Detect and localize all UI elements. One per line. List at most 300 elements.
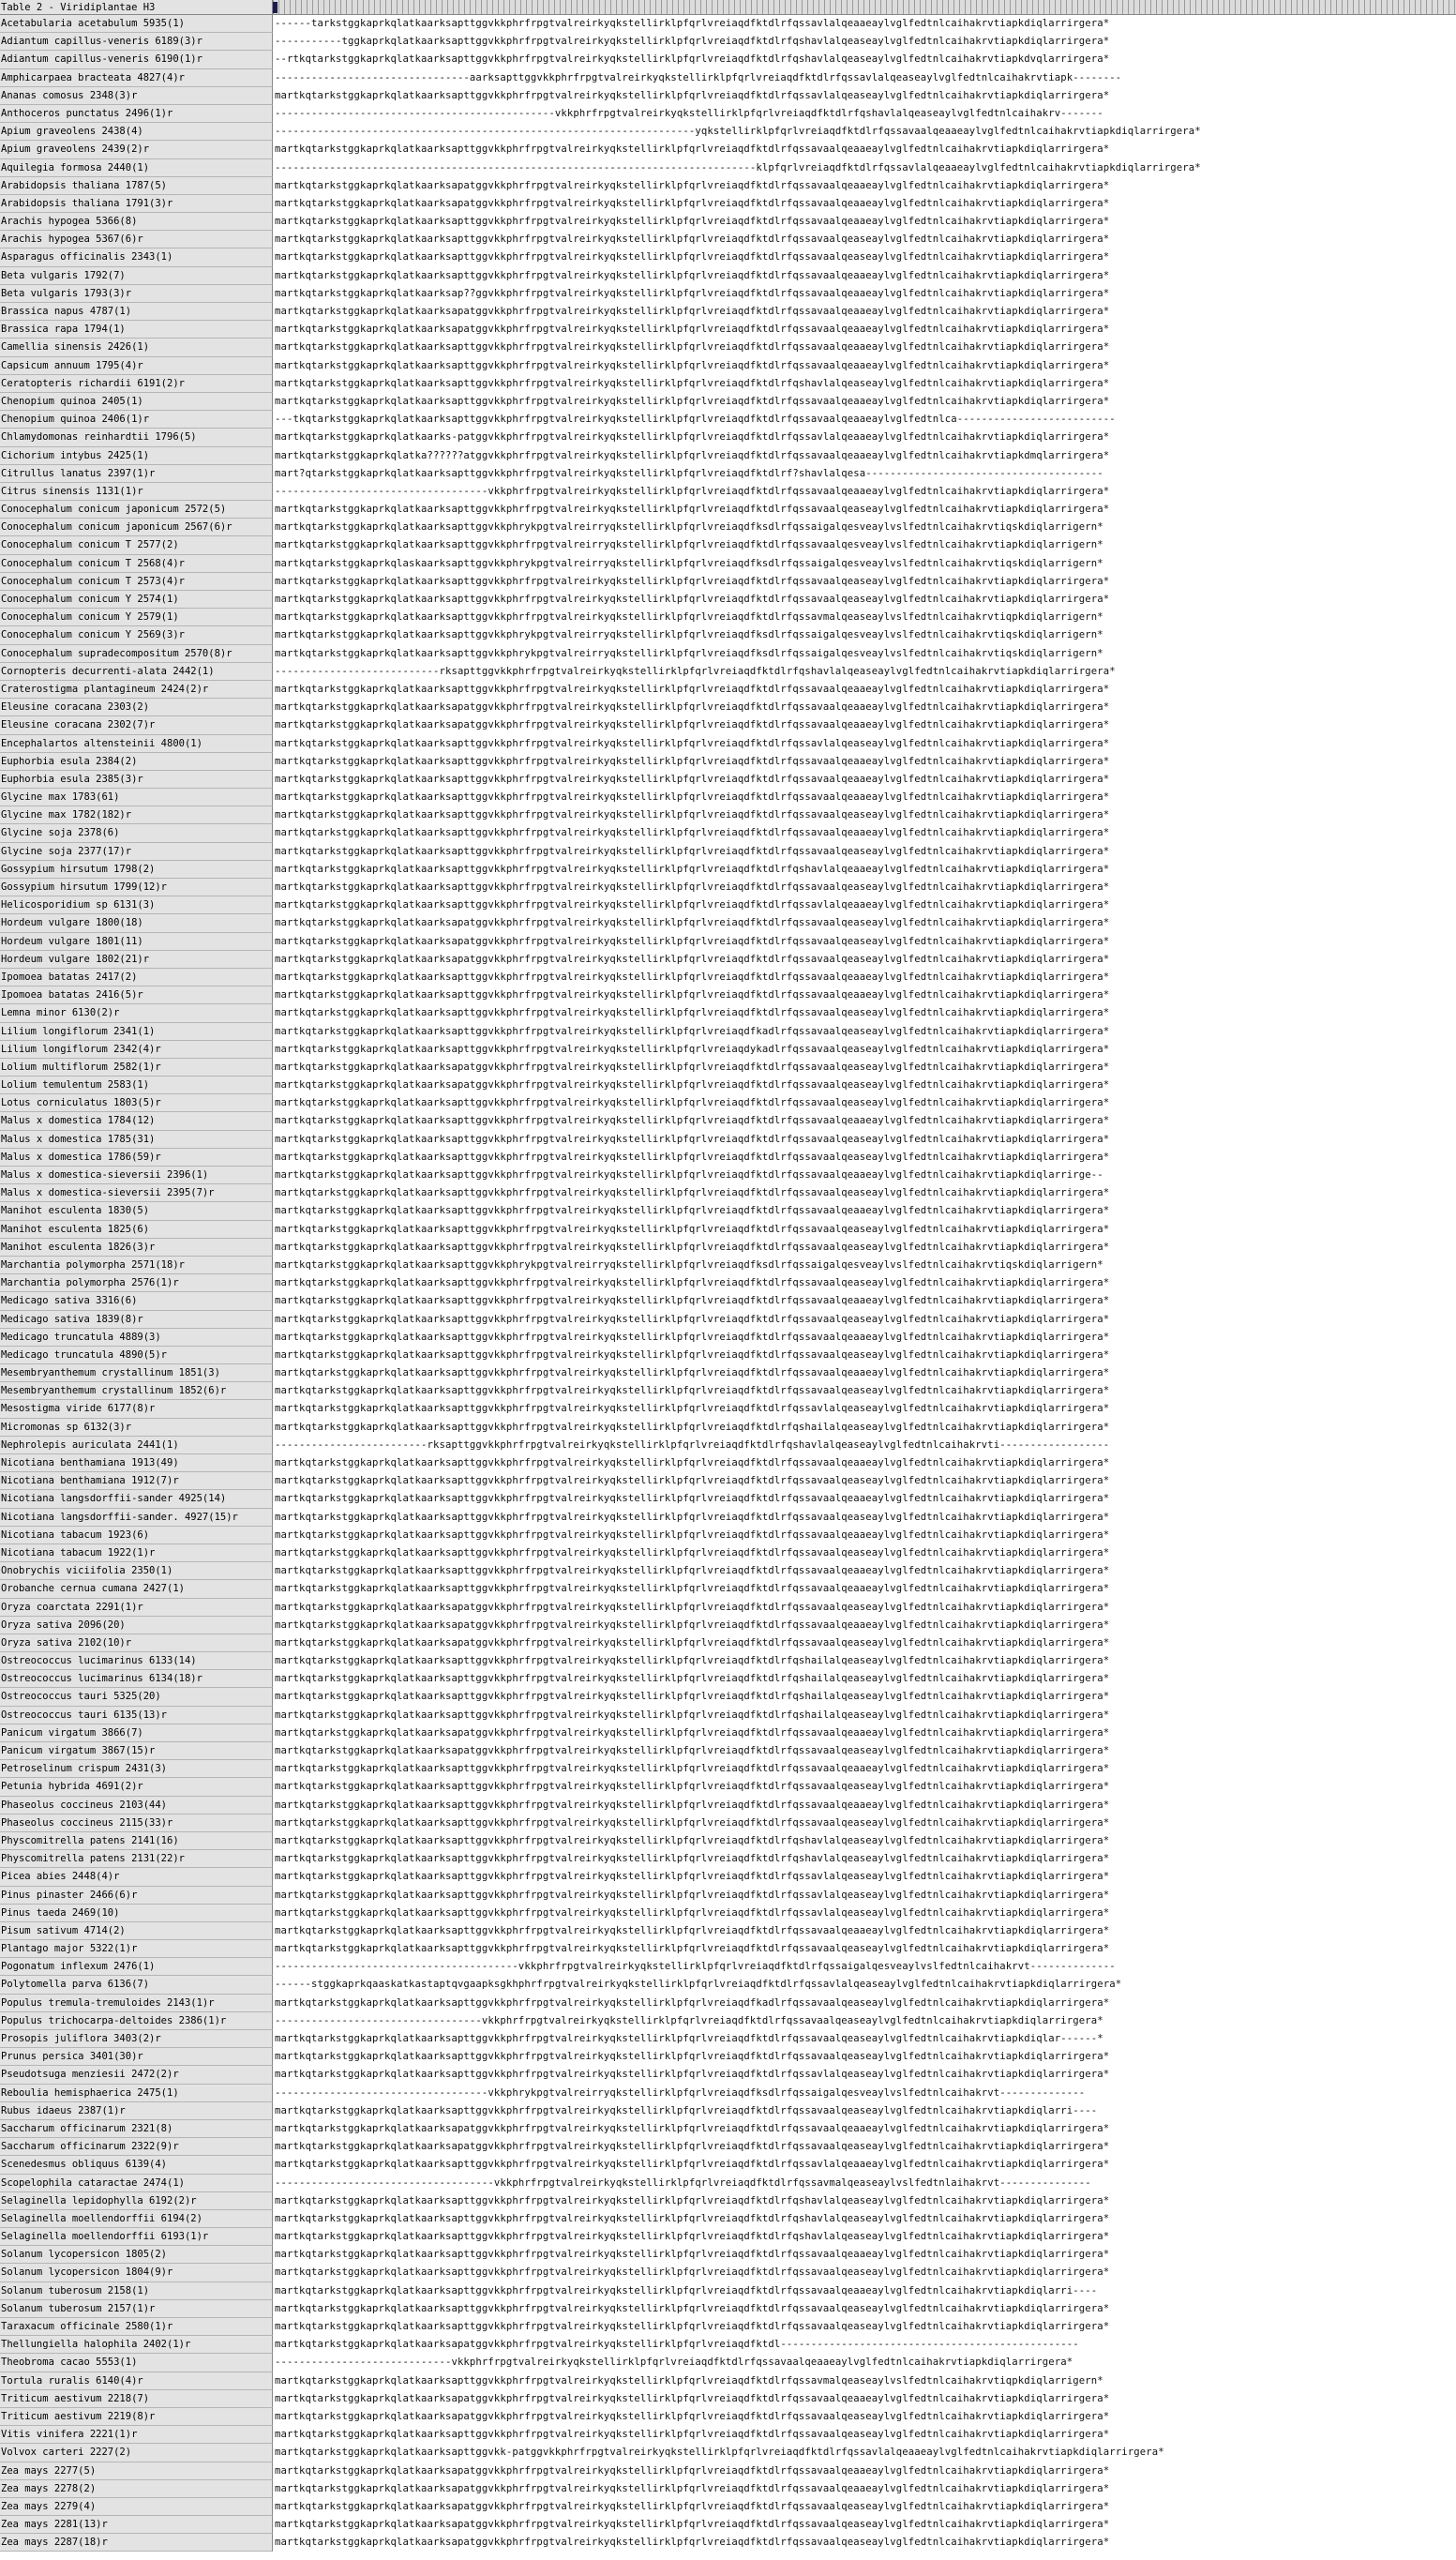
sequence-name[interactable]: Malus x domestica 1786(59)r (0, 1149, 273, 1167)
sequence-residues: martkqtarkstggkaprkqlatkaarksapttggvkkphrfrpgtvalreirkyqkstellirklpfqrlvreiaqdfktdlrfqssavaalqeaseaylvglfedtnlcaihakrvtiapkdiqlarrirgera* (275, 1223, 1110, 1235)
sequence-name[interactable]: Nicotiana benthamiana 1913(49) (0, 1454, 273, 1472)
alignment-row (0, 1868, 1456, 1886)
alignment-row (0, 986, 1456, 1004)
sequence-residues: martkqtarkstggkaprkqlatkaarksapttggvkkphrfrpgtvalreirkyqkstellirklpfqrlvreiaqdfktdlrfqssavaalqeaseaylvglfedtnlcaihakrvtiapkdiqlarrirgera* (275, 1348, 1110, 1361)
sequence-name[interactable]: Pinus taeda 2469(10) (0, 1905, 273, 1922)
sequence-name[interactable]: Mesembryanthemum crystallinum 1852(6)r (0, 1382, 273, 1400)
alignment-row (0, 879, 1456, 896)
sequence-name[interactable]: Saccharum officinarum 2321(8) (0, 2120, 273, 2138)
sequence-residues: martkqtarkstggkaprkqlatkaarksapttggvkkphrfrpgtvalreirkyqkstellirklpfqrlvreiaqdfktdlrfqssavaalqeaseaylvglfedtnlcaihakrvtiapkdiqlarrirgera* (275, 1187, 1110, 1199)
sequence-residues: martkqtarkstggkaprkqlatkaarksapttggvkkphrykpgtvalreirryqkstellirklpfqrlvreiaqdfksdlrfqssaigalqesveaylvslfedtnlcaihakrvtiqskdiqlarrigern* (275, 647, 1103, 659)
sequence-name[interactable]: Triticum aestivum 2218(7) (0, 2390, 273, 2408)
alignment-row (0, 789, 1456, 806)
sequence-residues: martkqtarkstggkaprkqlatkaarksapatggvkkphrfrpgtvalreirkyqkstellirklpfqrlvreiaqdfktdlrfqssavaalqeaaeaylvglfedtnlcaihakrvtiapkdiqlarrirgera* (275, 2122, 1110, 2134)
sequence-name[interactable]: Physcomitrella patens 2131(22)r (0, 1850, 273, 1868)
sequence-residues: martkqtarkstggkaprkqlatkaarksapttggvkkphrfrpgtvalreirkyqkstellirklpfqrlvreiaqdfktdlrfqssavaalqeaseaylvglfedtnlcaihakrvtiapkdiqlar------* (275, 2033, 1103, 2044)
sequence-name[interactable]: Chenopium quinoa 2405(1) (0, 393, 273, 411)
alignment-row (0, 195, 1456, 213)
sequence-name[interactable]: Conocephalum conicum T 2568(4)r (0, 555, 273, 573)
sequence-name[interactable]: Cornopteris decurrenti-alata 2442(1) (0, 663, 273, 681)
alignment-row (0, 2282, 1456, 2300)
sequence-residues: martkqtarkstggkaprkqlatkaarksapttggvkkphrfrpgtvalreirkyqkstellirklpfqrlvreiaqdfktdlrfqssavaalqeaaeaylvglfedtnlcaihakrvtiapkdiqlarrirgera* (275, 143, 1110, 156)
sequence-name[interactable]: Theobroma cacao 5553(1) (0, 2354, 273, 2372)
sequence-name[interactable]: Mesostigma viride 6177(8)r (0, 1400, 273, 1418)
alignment-row (0, 285, 1456, 303)
sequence-name[interactable]: Lilium longiflorum 2341(1) (0, 1023, 273, 1041)
sequence-name[interactable]: Mesembryanthemum crystallinum 1851(3) (0, 1364, 273, 1382)
sequence-name[interactable]: Nicotiana langsdorffii-sander 4925(14) (0, 1490, 273, 1508)
sequence-residues: martkqtarkstggkaprkqlatkaarksapatggvkkphrfrpgtvalreirkyqkstellirklpfqrlvreiaqdfktdlrfqssavaalqeaaeaylvglfedtnlcaihakrvtiapkdiqlarrirgera* (275, 701, 1110, 714)
alignment-row (0, 15, 1456, 33)
sequence-name[interactable]: Thellungiella halophila 2402(1)r (0, 2336, 273, 2354)
sequence-name[interactable]: Zea mays 2277(5) (0, 2462, 273, 2480)
sequence-name[interactable]: Conocephalum conicum T 2573(4)r (0, 573, 273, 591)
alignment-row (0, 2372, 1456, 2390)
sequence-residues: martkqtarkstggkaprkqlatkaarksapttggvkkphrfrpgtvalreirkyqkstellirklpfqrlvreiaqdfktdlrfqssavaalqeaaeaylvglfedtnlcaihakrvtiapkdiqlarrirgera* (275, 683, 1110, 695)
alignment-row (0, 1364, 1456, 1382)
sequence-name[interactable]: Adiantum capillus-veneris 6189(3)r (0, 33, 273, 51)
alignment-header (0, 0, 1456, 15)
sequence-residues: martkqtarkstggkaprkqlatkaarksapatggvkkphrfrpgtvalreirkyqkstellirklpfqrlvreiaqdfktdlrfqssavaalqeaseaylvglfedtnlcaihakrvtiapkdiqlarrirgera* (275, 2519, 1110, 2531)
sequence-name[interactable]: Acetabularia acetabulum 5935(1) (0, 15, 273, 33)
sequence-name[interactable]: Citrullus lanatus 2397(1)r (0, 465, 273, 483)
sequence-name[interactable]: Panicum virgatum 3866(7) (0, 1724, 273, 1742)
alignment-row (0, 2300, 1456, 2318)
alignment-row (0, 33, 1456, 51)
sequence-name[interactable]: Pisum sativum 4714(2) (0, 1922, 273, 1940)
sequence-name[interactable]: Manihot esculenta 1825(6) (0, 1221, 273, 1239)
alignment-row (0, 914, 1456, 932)
alignment-row (0, 824, 1456, 842)
sequence-name[interactable]: Apium graveolens 2439(2)r (0, 141, 273, 158)
alignment-row (0, 177, 1456, 195)
sequence-name[interactable]: Gossypium hirsutum 1798(2) (0, 861, 273, 879)
alignment-row (0, 716, 1456, 734)
alignment-row (0, 69, 1456, 87)
sequence-residues: martkqtarkstggkaprkqlatkaarksapttggvkkphrfrpgtvalreirkyqkstellirklpfqrlvreiaqdfktdlrfqssavaalqeaseaylvglfedtnlcaihakrvtiapkdiqlarrirgera* (275, 1151, 1110, 1163)
sequence-residues: martkqtarkstggkaprkqlatkaarksapttggvkkphrfrpgtvalreirkyqkstellirklpfqrlvreiaqdfktdlrfqssavlalqeaseaylvglfedtnlcaihakrvtiapkdiqlarrirgera* (275, 1403, 1110, 1415)
sequence-name[interactable]: Pinus pinaster 2466(6)r (0, 1887, 273, 1905)
alignment-row (0, 159, 1456, 177)
sequence-residues: martkqtarkstggkaprkqlatkaarksapttggvkkphrfrpgtvalreirkyqkstellirklpfqrlvreiaqdfktdlrfqssavaalqeaseaylvglfedtnlcaihakrvtiapkdiqlarrirgera* (275, 1097, 1110, 1109)
sequence-name[interactable]: Eleusine coracana 2302(7)r (0, 716, 273, 734)
alignment-row (0, 1778, 1456, 1796)
sequence-name[interactable]: Arabidopsis thaliana 1787(5) (0, 177, 273, 195)
sequence-residues: martkqtarkstggkaprkqlatkaarksapttggvkkphrykpgtvalreirryqkstellirklpfqrlvreiaqdfksdlrfqssaigalqesveaylvslfedtnlcaihakrvtiqskdiqlarrigern* (275, 521, 1103, 534)
sequence-residues: martkqtarkstggkaprkqlatkaarksapttggvkkphrfrpgtvalreirkyqkstellirklpfqrlvreiaqdfktdlrfqssavlalqeaseaylvglfedtnlcaihakrvtiapkdiqlarrirgera* (275, 1906, 1110, 1919)
sequence-name[interactable]: Nephrolepis auriculata 2441(1) (0, 1437, 273, 1454)
alignment-row (0, 1329, 1456, 1347)
alignment-row (0, 663, 1456, 681)
alignment-row (0, 1742, 1456, 1760)
sequence-name[interactable]: Ipomoea batatas 2416(5)r (0, 986, 273, 1004)
sequence-residues: ----------------------------------------------vkkphrfrpgtvalreirkyqkstellirklpfqrlvreiaqdfktdlrfqshavlalqeaseaylvglfedtnlcaihakrv------- (275, 107, 1103, 119)
alignment-row (0, 1652, 1456, 1670)
sequence-name[interactable]: Phaseolus coccineus 2103(44) (0, 1797, 273, 1815)
sequence-residues: martkqtarkstggkaprkqlatkaarksapatggvkkphrfrpgtvalreirkyqkstellirklpfqrlvreiaqdfktdlrfqssavaalqeaseaylvglfedtnlcaihakrvtiapkdiqlarrirgera* (275, 1745, 1110, 1756)
sequence-name[interactable]: Glycine max 1783(61) (0, 789, 273, 806)
sequence-name[interactable]: Conocephalum supradecompositum 2570(8)r (0, 645, 273, 663)
alignment-row (0, 483, 1456, 501)
sequence-residues: martkqtarkstggkaprkqlatkaarksapttggvkkphrfrpgtvalreirkyqkstellirklpfqrlvreiaqdfktdlrfqssavaalqeaaeaylvglfedtnlcaihakrvtiapkdiqlarrirgera* (275, 1763, 1110, 1775)
alignment-row (0, 1509, 1456, 1527)
sequence-residues: martkqtarkstggkaprkqlatkaarksapttggvkkphrfrpgtvalreirkyqkstellirklpfqrlvreiaqdfktdlrfqssavaalqeaseaylvglfedtnlcaihakrvtiapkdiqlarrirgera* (275, 1133, 1110, 1145)
sequence-residues: martkqtarkstggkaprkqlatkaarksapttggvkkphrfrpgtvalreirkyqkstellirklpfqrlvreiaqdfktdlrfqssavaalqeaseaylvglfedtnlcaihakrvtiapkdiqlarrirgera* (275, 1943, 1110, 1955)
alignment-row (0, 1544, 1456, 1562)
sequence-name[interactable]: Conocephalum conicum japonicum 2572(5) (0, 501, 273, 519)
sequence-residues: martkqtarkstggkaprkqlatkaarksapttggvkkphrfrpgtvalreirkyqkstellirklpfqrlvreiaqdfktdlrfqssavlalqeaseaylvglfedtnlcaihakrvtiapkdiqlarrirgera* (275, 737, 1110, 749)
sequence-residues: martkqtarkstggkaprkqlatkaarksapttggvkk-patggvkkphrfrpgtvalreirkyqkstellirklpfqrlvreiaqdfktdlrfqssavlalqeaaeaylvglfedtnlcaihakrvtiapkdiqlarrirgera* (275, 2447, 1164, 2459)
sequence-name[interactable]: Nicotiana benthamiana 1912(7)r (0, 1472, 273, 1490)
alignment-row (0, 536, 1456, 554)
sequence-name[interactable]: Adiantum capillus-veneris 6190(1)r (0, 51, 273, 68)
sequence-name[interactable]: Taraxacum officinale 2580(1)r (0, 2318, 273, 2336)
sequence-residues: -----------tggkaprkqlatkaarksapttggvkkphrfrpgtvalreirkyqkstellirklpfqrlvreiaqdfktdlrfqshavlalqeaseaylvglfedtnlcaihakrvtiapkdiqlarrirgera* (275, 36, 1110, 48)
alignment-row (0, 806, 1456, 824)
sequence-name[interactable]: Populus tremula-tremuloides 2143(1)r (0, 1995, 273, 2012)
sequence-residues: martkqtarkstggkaprkqlatkaarksapttggvkkphrfrpgtvalreirkyqkstellirklpfqrlvreiaqdfktdlrfqssavaalqeaaeaylvglfedtnlcaihakrvtiapkdiqlarrirgera* (275, 1583, 1110, 1595)
alignment-row (0, 1922, 1456, 1940)
sequence-name[interactable]: Ipomoea batatas 2417(2) (0, 969, 273, 986)
sequence-name[interactable]: Manihot esculenta 1826(3)r (0, 1239, 273, 1257)
sequence-residues: martkqtarkstggkaprkqlatkaarksapatggvkkphrfrpgtvalreirkyqkstellirklpfqrlvreiaqdfktdlrfqssavaalqeaaeaylvglfedtnlcaihakrvtiapkdiqlarrirgera* (275, 719, 1110, 731)
alignment-row (0, 447, 1456, 465)
sequence-residues: martkqtarkstggkaprkqlatkaarksapttggvkkphrfrpgtvalreirkyqkstellirklpfqrlvreiaqdfktdlrfqssavaalqeaaeaylvglfedtnlcaihakrvtiapkdiqlarrirgera* (275, 1799, 1110, 1811)
sequence-name[interactable]: Marchantia polymorpha 2576(1)r (0, 1274, 273, 1292)
alignment-row (0, 1239, 1456, 1257)
sequence-name[interactable]: Helicosporidium sp 6131(3) (0, 896, 273, 914)
sequence-residues: --------------------------------aarksapttggvkkphrfrpgtvalreirkyqkstellirklpfqrlvreiaqdfktdlrfqssavlalqeaseaylvglfedtnlcaihakrvtiapk-------- (275, 71, 1122, 83)
sequence-residues: martkqtarkstggkaprkqlatkaarksapttggvkkphrfrpgtvalreirkyqkstellirklpfqrlvreiaqdfktdlrfqssavaalqeaseaylvglfedtnlcaihakrvtiapkdiqlarrirgera* (275, 2321, 1110, 2332)
sequence-name[interactable]: Aquilegia formosa 2440(1) (0, 159, 273, 177)
sequence-residues: martkqtarkstggkaprkqlatkaarksapatggvkkphrfrpgtvalreirkyqkstellirklpfqrlvreiaqdfktdlrfqssavaalqeaseaylvglfedtnlcaihakrvtiapkdiqlarrirgera* (275, 1079, 1110, 1092)
sequence-residues: martkqtarkstggkaprkqlatkaarksapttggvkkphrfrpgtvalreirkyqkstellirklpfqrlvreiaqdfktdlrfqshavlalqeaaeaylvglfedtnlcaihakrvtiapkdiqlarrirgera* (275, 863, 1110, 875)
sequence-name[interactable]: Conocephalum conicum Y 2569(3)r (0, 626, 273, 644)
sequence-residues: martkqtarkstggkaprkqlatkaarksapttggvkkphrfrpgtvalreirkyqkstellirklpfqrlvreiaqdfktdlrfqssavaalqeaseaylvglfedtnlcaihakrvtiapkdiqlarrirgera* (275, 504, 1110, 516)
sequence-residues: martkqtarkstggkaprkqlatkaarksapttggvkkphrfrpgtvalreirkyqkstellirklpfqrlvreiaqdfktdlrfqssavlalqeaaeaylvglfedtnlcaihakrvtiapkdiqlarrirgera* (275, 899, 1110, 911)
sequence-name[interactable]: Conocephalum conicum japonicum 2567(6)r (0, 519, 273, 536)
sequence-name[interactable]: Camellia sinensis 2426(1) (0, 339, 273, 356)
sequence-residues: -----------------------------------vkkphrykpgtvalreirryqkstellirklpfqrlvreiaqdfksdlrfqssaigalqesveaylvslfedtnlcaihakrvt-------------- (275, 2086, 1086, 2099)
alignment-row (0, 2426, 1456, 2444)
sequence-name[interactable]: Gossypium hirsutum 1799(12)r (0, 879, 273, 896)
sequence-name[interactable]: Hordeum vulgare 1802(21)r (0, 951, 273, 969)
sequence-residues: martkqtarkstggkaprkqlatkaarksapttggvkkphrfrpgtvalreirkyqkstellirklpfqrlvreiaqdfktdlrfqssavaalqeaseaylvglfedtnlcaihakrvtiapkdiqlarrirgera* (275, 809, 1110, 821)
sequence-name[interactable]: Amphicarpaea bracteata 4827(4)r (0, 69, 273, 87)
sequence-name[interactable]: Petunia hybrida 4691(2)r (0, 1778, 273, 1796)
sequence-residues: martkqtarkstggkaprkqlatkaarksapatggvkkphrfrpgtvalreirkyqkstellirklpfqrlvreiaqdfktdlrfqssavaalqeaseaylvglfedtnlcaihakrvtiapkdiqlarrirgera* (275, 2537, 1110, 2549)
sequence-name[interactable]: Lilium longiflorum 2342(4)r (0, 1041, 273, 1059)
sequence-name[interactable]: Reboulia hemisphaerica 2475(1) (0, 2085, 273, 2102)
alignment-row (0, 2138, 1456, 2156)
sequence-name[interactable]: Manihot esculenta 1830(5) (0, 1202, 273, 1220)
ruler-cursor[interactable] (273, 2, 278, 13)
sequence-name[interactable]: Triticum aestivum 2219(8)r (0, 2408, 273, 2426)
sequence-residues: martkqtarkstggkaprkqlatkaarksapttggvkkphrfrpgtvalreirkyqkstellirklpfqrlvreiaqdfktdlrfqssavaalqeaseaylvglfedtnlcaihakrvtiapkdiqlarrirgera* (275, 1007, 1110, 1019)
sequence-residues: martkqtarkstggkaprkqlatkaarksapttggvkkphrfrpgtvalreirkyqkstellirklpfqrlvreiaqdfktdlrfqssavaalqeaaeaylvglfedtnlcaihakrvtiapkdiqlarrirgera* (275, 989, 1110, 1001)
alignment-row (0, 411, 1456, 429)
sequence-residues: martkqtarkstggkaprkqlatkaarksapttggvkkphrfrpgtvalreirkyqkstellirklpfqrlvreiaqdfktdlrfqssavaalqeaseaylvglfedtnlcaihakrvtiapkdiqlarrirgera* (275, 233, 1110, 246)
sequence-residues: -----------------------------vkkphrfrpgtvalreirkyqkstellirklpfqrlvreiaqdfktdlrfqssavaalqeaaeaylvglfedtnlcaihakrvtiapkdiqlarrirgera* (275, 2357, 1073, 2369)
sequence-name[interactable]: Brassica rapa 1794(1) (0, 321, 273, 339)
alignment-row (0, 339, 1456, 356)
sequence-name[interactable]: Craterostigma plantagineum 2424(2)r (0, 681, 273, 699)
sequence-name[interactable]: Glycine max 1782(182)r (0, 806, 273, 824)
sequence-name[interactable]: Populus trichocarpa-deltoides 2386(1)r (0, 2012, 273, 2030)
sequence-residues: martkqtarkstggkaprkqlatkaarksapttggvkkphrykpgtvalreirryqkstellirklpfqrlvreiaqdfksdlrfqssaigalqesveaylvslfedtnlcaihakrvtiqskdiqlarrigern* (275, 629, 1103, 641)
alignment-rows (0, 15, 1456, 2552)
sequence-name[interactable]: Lolium temulentum 2583(1) (0, 1077, 273, 1094)
sequence-residues: martkqtarkstggkaprkqlatkaarksapttggvkkphrfrpgtvalreirkyqkstellirklpfqrlvreiaqdfktdlrfqssavaalqeaaeaylvglfedtnlcaihakrvtiapkdiqlarrirgera* (275, 1295, 1110, 1307)
sequence-residues: martkqtarkstggkaprkqlatkaarksapttggvkkphrfrpgtvalreirkyqkstellirklpfqrlvreiaqdfktdlrfqssavaalqeaaeaylvglfedtnlcaihakrvtiapkdiqlarrirgera* (275, 216, 1110, 228)
sequence-name[interactable]: Solanum lycopersicon 1804(9)r (0, 2264, 273, 2281)
sequence-name[interactable]: Medicago truncatula 4890(5)r (0, 1347, 273, 1364)
sequence-residues: ------tarkstggkaprkqlatkaarksapttggvkkphrfrpgtvalreirkyqkstellirklpfqrlvreiaqdfktdlrfqssavlalqeaaeaylvglfedtnlcaihakrvtiapkdiqlarrirgera* (275, 18, 1110, 29)
sequence-name[interactable]: Capsicum annuum 1795(4)r (0, 357, 273, 375)
sequence-name[interactable]: Physcomitrella patens 2141(16) (0, 1832, 273, 1850)
sequence-name[interactable]: Oryza coarctata 2291(1)r (0, 1599, 273, 1617)
sequence-name[interactable]: Medicago sativa 3316(6) (0, 1292, 273, 1310)
sequence-name[interactable]: Glycine soja 2377(17)r (0, 843, 273, 861)
sequence-name[interactable]: Arachis hypogea 5367(6)r (0, 231, 273, 248)
alignment-row (0, 1940, 1456, 1958)
sequence-residues: martkqtarkstggkaprkqlaskaarksapttggvkkphrykpgtvalreirryqkstellirklpfqrlvreiaqdfksdlrfqssaigalqesveaylvslfedtnlcaihakrvtiqskdiqlarrigern* (275, 557, 1103, 569)
alignment-row (0, 645, 1456, 663)
sequence-name[interactable]: Solanum tuberosum 2158(1) (0, 2282, 273, 2300)
sequence-name[interactable]: Polytomella parva 6136(7) (0, 1976, 273, 1994)
sequence-name[interactable]: Selaginella moellendorffii 6193(1)r (0, 2228, 273, 2246)
sequence-name[interactable]: Orobanche cernua cumana 2427(1) (0, 1580, 273, 1598)
sequence-name[interactable]: Zea mays 2281(13)r (0, 2516, 273, 2534)
sequence-residues: ------------------------------------vkkphrfrpgtvalreirkyqkstellirklpfqrlvreiaqdfktdlrfqssavmalqeaseaylvslfedtnlaihakrvt--------------- (275, 2176, 1091, 2189)
sequence-name[interactable]: Oryza sativa 2096(20) (0, 1617, 273, 1634)
sequence-residues: martkqtarkstggkaprkqlatkaarksapatggvkkphrfrpgtvalreirkyqkstellirklpfqrlvreiaqdfktdlrfqssavaalqeaaeaylvglfedtnlcaihakrvtiapkdiqlarrirgera* (275, 306, 1110, 317)
sequence-name[interactable]: Nicotiana tabacum 1923(6) (0, 1527, 273, 1544)
sequence-residues: martkqtarkstggkaprkqlatkaarksapatggvkkphrfrpgtvalreirkyqkstellirklpfqrlvreiaqdfktdlrfqssavaalqeaaeaylvglfedtnlcaihakrvtiapkdiqlarrirgera* (275, 197, 1110, 209)
alignment-row (0, 2264, 1456, 2281)
sequence-name[interactable]: Ostreococcus lucimarinus 6133(14) (0, 1652, 273, 1670)
sequence-residues: martkqtarkstggkaprkqlatkaarksapttggvkkphrfrpgtvalreirkyqkstellirklpfqrlvreiaqdfktdlrfqssavaalqeaseaylvglfedtnlcaihakrvtiapkdiqlarrirgera* (275, 251, 1110, 264)
sequence-residues: martkqtarkstggkaprkqlatkaarksapttggvkkphrfrpgtvalreirkyqkstellirklpfqrlvreiaqdfktdlrfqssavaalqeaaeaylvglfedtnlcaihakrvtiapkdiqlarrirgera* (275, 1924, 1110, 1936)
sequence-name[interactable]: Asparagus officinalis 2343(1) (0, 248, 273, 266)
sequence-name[interactable]: Tortula ruralis 6140(4)r (0, 2372, 273, 2390)
alignment-row (0, 2120, 1456, 2138)
sequence-name[interactable]: Scenedesmus obliquus 6139(4) (0, 2156, 273, 2174)
sequence-residues: martkqtarkstggkaprkqlatkaarksapatggvkkphrfrpgtvalreirkyqkstellirklpfqrlvreiaqdfktdlrfqssavaalqeaaeaylvglfedtnlcaihakrvtiapkdiqlarrirgera* (275, 2464, 1110, 2477)
sequence-name[interactable]: Medicago truncatula 4889(3) (0, 1329, 273, 1347)
sequence-residues: martkqtarkstggkaprkqlatkaarksapttggvkkphrfrpgtvalreirkyqkstellirklpfqrlvreiaqdfktdlrfqshavlalqeaseaylvglfedtnlcaihakrvtiapkdiqlarrirgera* (275, 1853, 1110, 1865)
sequence-name[interactable]: Selaginella lepidophylla 6192(2)r (0, 2192, 273, 2210)
sequence-name[interactable]: Ananas comosus 2348(3)r (0, 87, 273, 105)
sequence-residues: martkqtarkstggkaprkqlatkaarksapttggvkkphrfrpgtvalreirkyqkstellirklpfqrlvreiaqdfktdlrfqssavaalqeaseaylvglfedtnlcaihakrvtiapkdiqlarrirgera* (275, 2429, 1110, 2441)
sequence-name[interactable]: Arachis hypogea 5366(8) (0, 213, 273, 231)
alignment-row (0, 1472, 1456, 1490)
sequence-name[interactable]: Ostreococcus tauri 5325(20) (0, 1688, 273, 1706)
sequence-name[interactable]: Beta vulgaris 1793(3)r (0, 285, 273, 303)
alignment-row (0, 1958, 1456, 1976)
sequence-residues: martkqtarkstggkaprkqlatkaarksapatggvkkphrfrpgtvalreirkyqkstellirklpfqrlvreiaqdfktdlrfqssavaalqeaseaylvglfedtnlcaihakrvtiapkdiqlarrirgera* (275, 2410, 1110, 2422)
sequence-name[interactable]: Conocephalum conicum Y 2579(1) (0, 609, 273, 626)
alignment-row (0, 1976, 1456, 1994)
alignment-row (0, 1437, 1456, 1454)
sequence-residues: martkqtarkstggkaprkqlatkaarksapttggvkkphrfrpgtvalreirkyqkstellirklpfqrlvreiaqdfktdlrfqssavaalqeaaeaylvglfedtnlcaihakrvtiapkdiqlarrirgera* (275, 791, 1110, 804)
alignment-row (0, 465, 1456, 483)
alignment-row (0, 1400, 1456, 1418)
sequence-name[interactable]: Citrus sinensis 1131(1)r (0, 483, 273, 501)
sequence-name[interactable]: Picea abies 2448(4)r (0, 1868, 273, 1886)
sequence-residues: martkqtarkstggkaprkqlatkaarksap??ggvkkphrfrpgtvalreirkyqkstellirklpfqrlvreiaqdfktdlrfqssavaalqeaaeaylvglfedtnlcaihakrvtiapkdiqlarrirgera* (275, 287, 1110, 299)
sequence-residues: martkqtarkstggkaprkqlatkaarksapttggvkkphrfrpgtvalreirkyqkstellirklpfqrlvreiaqdfkadlrfqssavaalqeaseaylvglfedtnlcaihakrvtiapkdiqlarrirgera* (275, 1025, 1110, 1037)
sequence-residues: martkqtarkstggkaprkqlatkaarksapttggvkkphrfrpgtvalreirkyqkstellirklpfqrlvreiaqdfktdlrfqssavlalqeaaeaylvglfedtnlcaihakrvtiapkdiqlarrirgera* (275, 2159, 1110, 2171)
sequence-name[interactable]: Zea mays 2287(18)r (0, 2534, 273, 2552)
sequence-name[interactable]: Anthoceros punctatus 2496(1)r (0, 105, 273, 123)
sequence-residues: martkqtarkstggkaprkqlatkaarksapttggvkkphrfrpgtvalreirkyqkstellirklpfqrlvreiaqdfktdlrfqssavaalqeaseaylvglfedtnlcaihakrvtiapkdiqlarrirgera* (275, 2266, 1110, 2279)
alignment-row (0, 896, 1456, 914)
sequence-residues: martkqtarkstggkaprkqlatkaarksapttggvkkphrfrpgtvalreirkyqkstellirklpfqrlvreiaqdfktdlrfqssavlalqeaseaylvglfedtnlcaihakrvtiapkdiqlarrirgera* (275, 1871, 1110, 1883)
sequence-residues: martkqtarkstggkaprkqlatkaarksapttggvkkphrfrpgtvalreirkyqkstellirklpfqrlvreiaqdfktdlrfqssavaalqeaaeaylvglfedtnlcaihakrvtiapkdiqlarrirgera* (275, 1493, 1110, 1505)
sequence-name[interactable]: Conocephalum conicum Y 2574(1) (0, 591, 273, 609)
sequence-residues: martkqtarkstggkaprkqlatkaarksapatggvkkphrfrpgtvalreirkyqkstellirklpfqrlvreiaqdfktdlrfqssavaalqeaaeaylvglfedtnlcaihakrvtiapkdiqlarrirgera* (275, 1726, 1110, 1739)
sequence-name[interactable]: Prosopis juliflora 3403(2)r (0, 2030, 273, 2048)
alignment-row (0, 753, 1456, 771)
sequence-name[interactable]: Ceratopteris richardii 6191(2)r (0, 375, 273, 393)
sequence-name[interactable]: Ostreococcus lucimarinus 6134(18)r (0, 1670, 273, 1688)
sequence-name[interactable]: Micromonas sp 6132(3)r (0, 1419, 273, 1437)
sequence-name[interactable]: Eleusine coracana 2303(2) (0, 699, 273, 716)
sequence-name[interactable]: Chlamydomonas reinhardtii 1796(5) (0, 429, 273, 446)
sequence-residues: martkqtarkstggkaprkqlatkaarksapatggvkkphrfrpgtvalreirkyqkstellirklpfqrlvreiaqdfktdlrfqssavaalqeaseaylvglfedtnlcaihakrvtiapkdiqlarrirgera* (275, 1061, 1110, 1073)
sequence-residues: martkqtarkstggkaprkqlatkaarksapttggvkkphrfrpgtvalreirkyqkstellirklpfqrlvreiaqdfktdlrfqshavlalqeaseaylvglfedtnlcaihakrvtiapkdiqlarrirgera* (275, 2194, 1110, 2206)
alignment-row (0, 1527, 1456, 1544)
sequence-name[interactable]: Solanum lycopersicon 1805(2) (0, 2246, 273, 2264)
sequence-residues: martkqtarkstggkaprkqlatkaarksapttggvkkphrfrpgtvalreirkyqkstellirklpfqrlvreiaqdfktdlrfqssavaalqeaseaylvglfedtnlcaihakrvtiapkdiqlarrirgera* (275, 1546, 1110, 1559)
sequence-residues: martkqtarkstggkaprkqlatkaarksapatggvkkphrfrpgtvalreirkyqkstellirklpfqrlvreiaqdfktdlrfqssavaalqeaseaylvglfedtnlcaihakrvtiapkdiqlarrirgera* (275, 953, 1110, 965)
alignment-row (0, 248, 1456, 266)
sequence-name[interactable]: Brassica napus 4787(1) (0, 303, 273, 321)
sequence-name[interactable]: Apium graveolens 2438(4) (0, 123, 273, 141)
sequence-name[interactable]: Nicotiana langsdorffii-sander. 4927(15)r (0, 1509, 273, 1527)
alignment-row (0, 2462, 1456, 2480)
alignment-row (0, 2516, 1456, 2534)
alignment-row (0, 969, 1456, 986)
position-ruler[interactable] (273, 0, 1456, 15)
sequence-name[interactable]: Ostreococcus tauri 6135(13)r (0, 1707, 273, 1724)
sequence-residues: martkqtarkstggkaprkqlatkaarksapttggvkkphrfrpgtvalreirkyqkstellirklpfqrlvreiaqdfktdlrfqssavaalqeaseaylvglfedtnlcaihakrvtiapkdiqlarri---- (275, 2104, 1098, 2116)
alignment-row (0, 141, 1456, 158)
sequence-residues: martkqtarkstggkaprkqlatkaarksapttggvkkphrfrpgtvalreirkyqkstellirklpfqrlvreiaqdfktdlrfqssavaalqeaaeaylvglfedtnlcaihakrvtiapkdiqlarri---- (275, 2284, 1098, 2296)
sequence-name[interactable]: Malus x domestica-sieversii 2396(1) (0, 1167, 273, 1184)
sequence-residues: martkqtarkstggkaprkqlatkaarksapttggvkkphrfrpgtvalreirkyqkstellirklpfqrlvreiaqdfktdlrfqssavaalqeaaeaylvglfedtnlcaihakrvtiapkdiqlarrirgera* (275, 755, 1110, 767)
alignment-row (0, 951, 1456, 969)
alignment-row (0, 843, 1456, 861)
sequence-residues: martkqtarkstggkaprkqlatkaarksapatggvkkphrfrpgtvalreirkyqkstellirklpfqrlvreiaqdfktdlrfqssavaalqeaseaylvglfedtnlcaihakrvtiapkdiqlarrirgera* (275, 1601, 1110, 1613)
sequence-name[interactable]: Marchantia polymorpha 2571(18)r (0, 1257, 273, 1274)
table-title: Table 2 - Viridiplantae H3 (0, 0, 273, 15)
sequence-name[interactable]: Zea mays 2278(2) (0, 2480, 273, 2498)
sequence-name[interactable]: Saccharum officinarum 2322(9)r (0, 2138, 273, 2156)
sequence-name[interactable]: Onobrychis viciifolia 2350(1) (0, 1562, 273, 1580)
sequence-name[interactable]: Arabidopsis thaliana 1791(3)r (0, 195, 273, 213)
sequence-name[interactable]: Glycine soja 2378(6) (0, 824, 273, 842)
sequence-residues: martkqtarkstggkaprkqlatkaarksapttggvkkphrfrpgtvalreirkyqkstellirklpfqrlvreiaqdfktdlrfqssavaalqeaseaylvglfedtnlcaihakrvtiapkdiqlarrirgera* (275, 1241, 1110, 1253)
sequence-name[interactable]: Pseudotsuga menziesii 2472(2)r (0, 2066, 273, 2084)
sequence-residues: martkqtarkstggkaprkqlatkaarksapttggvkkphrfrpgtvalreirkyqkstellirklpfqrlvreiaqdfktdlrfqssavaalqeaaeaylvglfedtnlcaihakrvtiapkdiqlarrirgera* (275, 269, 1110, 281)
sequence-residues: martkqtarkstggkaprkqlatkaarksapttggvkkphrfrpgtvalreirkyqkstellirklpfqrlvreiaqdfktdlrfqssavaalqeaaeaylvglfedtnlcaihakrvtiapkdiqlarrirgera* (275, 1528, 1110, 1541)
sequence-name[interactable]: Lotus corniculatus 1803(5)r (0, 1094, 273, 1112)
sequence-name[interactable]: Lemna minor 6130(2)r (0, 1004, 273, 1022)
sequence-residues: martkqtarkstggkaprkqlatkaarksapttggvkkphrfrpgtvalreirkyqkstellirklpfqrlvreiaqdfktdlrfqshavlalqeaseaylvglfedtnlcaihakrvtiapkdiqlarrirgera* (275, 377, 1110, 389)
sequence-name[interactable]: Phaseolus coccineus 2115(33)r (0, 1815, 273, 1832)
sequence-residues: martkqtarkstggkaprkqlatkaarksapttggvkkphrfrpgtvalreirkyqkstellirklpfqrlvreiaqdfktdlrfqshailalqeaseaylvglfedtnlcaihakrvtiapkdiqlarrirgera* (275, 1691, 1110, 1703)
sequence-name[interactable]: Vitis vinifera 2221(1)r (0, 2426, 273, 2444)
sequence-name[interactable]: Euphorbia esula 2384(2) (0, 753, 273, 771)
sequence-name[interactable]: Euphorbia esula 2385(3)r (0, 771, 273, 789)
sequence-residues: martkqtarkstggkaprkqlatkaarksapttggvkkphrfrpgtvalreirkyqkstellirklpfqrlvreiaqdfktdlrfqshavlalqeaseaylvglfedtnlcaihakrvtiapkdiqlarrirgera* (275, 2231, 1110, 2243)
sequence-residues: martkqtarkstggkaprkqlatkaarksapatggvkkphrfrpgtvalreirkyqkstellirklpfqrlvreiaqdfktdlrfqssavaalqeaaeaylvglfedtnlcaihakrvtiapkdiqlarrirgera* (275, 179, 1110, 191)
sequence-name[interactable]: Solanum tuberosum 2157(1)r (0, 2300, 273, 2318)
sequence-name[interactable]: Encephalartos altensteinii 4800(1) (0, 735, 273, 753)
sequence-residues: martkqtarkstggkaprkqlatkaarksapttggvkkphrfrpgtvalreirkyqkstellirklpfqrlvreiaqdfktdlrfqshailalqeaseaylvglfedtnlcaihakrvtiapkdiqlarrirgera* (275, 1421, 1110, 1433)
sequence-name[interactable]: Chenopium quinoa 2406(1)r (0, 411, 273, 429)
alignment-row (0, 1724, 1456, 1742)
sequence-name[interactable]: Conocephalum conicum T 2577(2) (0, 536, 273, 554)
alignment-row (0, 1634, 1456, 1652)
sequence-name[interactable]: Plantago major 5322(1)r (0, 1940, 273, 1958)
sequence-name[interactable]: Rubus idaeus 2387(1)r (0, 2102, 273, 2120)
sequence-residues: martkqtarkstggkaprkqlatkaarksapttggvkkphrfrpgtvalreirkyqkstellirklpfqrlvreiaqdfktdlrfqssavaalqeaaeaylvglfedtnlcaihakrvtiapkdiqlarrirgera* (275, 1367, 1110, 1379)
alignment-row (0, 1041, 1456, 1059)
alignment-row (0, 2156, 1456, 2174)
sequence-name[interactable]: Lolium multiflorum 2582(1)r (0, 1059, 273, 1077)
sequence-residues: martkqtarkstggkaprkqlatkaarksapttggvkkphrfrpgtvalreirkyqkstellirklpfqrlvreiaqdfktdlrfqssavmalqeaseaylvslfedtnlcaihakrvtiqpkdiqlarrigern* (275, 611, 1103, 624)
sequence-name[interactable]: Cichorium intybus 2425(1) (0, 447, 273, 465)
sequence-name[interactable]: Oryza sativa 2102(10)r (0, 1634, 273, 1652)
sequence-name[interactable]: Scopelophila cataractae 2474(1) (0, 2175, 273, 2192)
sequence-name[interactable]: Malus x domestica-sieversii 2395(7)r (0, 1184, 273, 1202)
sequence-name[interactable]: Hordeum vulgare 1800(18) (0, 914, 273, 932)
alignment-row (0, 2408, 1456, 2426)
sequence-name[interactable]: Nicotiana tabacum 1922(1)r (0, 1544, 273, 1562)
sequence-name[interactable]: Hordeum vulgare 1801(11) (0, 933, 273, 951)
sequence-name[interactable]: Pogonatum inflexum 2476(1) (0, 1958, 273, 1976)
sequence-name[interactable]: Selaginella moellendorffii 6194(2) (0, 2210, 273, 2228)
alignment-row (0, 2480, 1456, 2498)
alignment-row (0, 393, 1456, 411)
sequence-name[interactable]: Malus x domestica 1784(12) (0, 1112, 273, 1130)
alignment-row (0, 519, 1456, 536)
sequence-name[interactable]: Malus x domestica 1785(31) (0, 1131, 273, 1149)
sequence-name[interactable]: Panicum virgatum 3867(15)r (0, 1742, 273, 1760)
alignment-row (0, 105, 1456, 123)
sequence-residues: martkqtarkstggkaprkqlatkaarksapatggvkkphrfrpgtvalreirkyqkstellirklpfqrlvreiaqdfktdlrfqssavaalqeaaeaylvglfedtnlcaihakrvtiapkdiqlarrirgera* (275, 324, 1110, 336)
sequence-name[interactable]: Zea mays 2279(4) (0, 2498, 273, 2516)
sequence-residues: martkqtarkstggkaprkqlatkaarksapttggvkkphrfrpgtvalreirkyqkstellirklpfqrlvreiaqdfktdlrfqssavaalqeaaeaylvglfedtnlcaihakrvtiapkdiqlarrirgera* (275, 395, 1110, 407)
sequence-name[interactable]: Medicago sativa 1839(8)r (0, 1311, 273, 1329)
sequence-name[interactable]: Volvox carteri 2227(2) (0, 2444, 273, 2462)
sequence-residues: martkqtarkstggkaprkqlatkaarksapttggvkkphrfrpgtvalreirkyqkstellirklpfqrlvreiaqdfktdlrfqshavlalqeaseaylvglfedtnlcaihakrvtiapkdiqlarrirgera* (275, 2212, 1110, 2224)
alignment-row (0, 87, 1456, 105)
sequence-residues: ----------------------------------vkkphrfrpgtvalreirkyqkstellirklpfqrlvreiaqdfktdlrfqssavaalqeaseaylvglfedtnlcaihakrvtiapkdiqlarrirgera* (275, 2014, 1103, 2026)
sequence-name[interactable]: Petroselinum crispum 2431(3) (0, 1760, 273, 1778)
alignment-row (0, 1347, 1456, 1364)
alignment-row (0, 1454, 1456, 1472)
alignment-row (0, 1184, 1456, 1202)
sequence-name[interactable]: Beta vulgaris 1792(7) (0, 267, 273, 285)
sequence-name[interactable]: Prunus persica 3401(30)r (0, 2048, 273, 2066)
sequence-residues: martkqtarkstggkaprkqlatkaarksapttggvkkphrfrpgtvalreirkyqkstellirklpfqrlvreiaqdfktdlrfqshailalqeaseaylvglfedtnlcaihakrvtiapkdiqlarrirgera* (275, 1655, 1110, 1667)
alignment-row (0, 1221, 1456, 1239)
sequence-residues: martkqtarkstggkaprkqlatkaarksapttggvkkphrfrpgtvalreirkyqkstellirklpfqrlvreiaqdfktdlrfqshailalqeaseaylvglfedtnlcaihakrvtiapkdiqlarrirgera* (275, 1673, 1110, 1685)
